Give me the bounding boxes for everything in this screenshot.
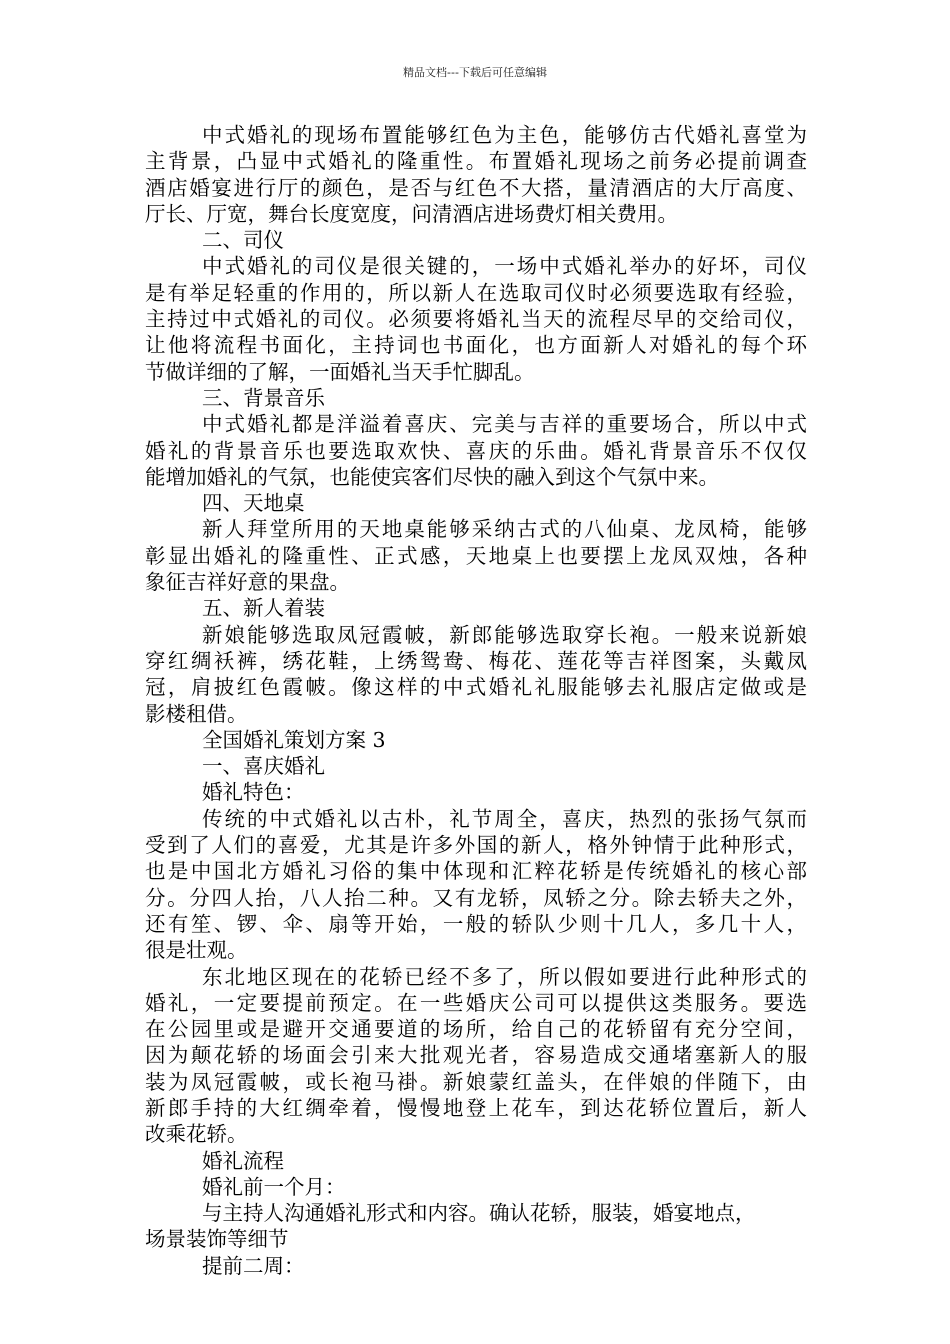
paragraph-line: 场景装饰等细节 [145,1227,289,1252]
paragraph-line: 在公园里或是避开交通要道的场所，给自己的花轿留有充分空间， [145,1017,807,1042]
paragraph-line: 厅长、厅宽，舞台长度宽度，问清酒店进场费灯相关费用。 [145,201,678,226]
sub-heading: 婚礼特色： [202,780,305,805]
paragraph-line: 因为颠花轿的场面会引来大批观光者，容易造成交通堵塞新人的服 [145,1043,807,1068]
paragraph-line: 也是中国北方婚礼习俗的集中体现和汇粹花轿是传统婚礼的核心部 [145,859,807,884]
document-body [145,122,807,1279]
section-heading: 五、新人着装 [202,596,325,621]
paragraph-line: 主背景，凸显中式婚礼的隆重性。布置婚礼现场之前务必提前调查 [145,149,807,174]
paragraph-line: 主持过中式婚礼的司仪。必须要将婚礼当天的流程尽早的交给司仪， [145,307,807,332]
document-title: 全国婚礼策划方案 3 [202,727,386,752]
sub-heading: 婚礼流程 [202,1148,284,1173]
paragraph-line: 新人拜堂所用的天地桌能够采纳古式的八仙桌、龙凤椅，能够 [202,517,807,542]
paragraph-line: 节做详细的了解，一面婚礼当天手忙脚乱。 [145,359,535,384]
paragraph-line: 装为凤冠霞帔，或长袍马褂。新娘蒙红盖头，在伴娘的伴随下，由 [145,1069,807,1094]
paragraph-line: 改乘花轿。 [145,1122,248,1147]
section-heading: 二、司仪 [202,228,284,253]
paragraph-line: 酒店婚宴进行厅的颜色，是否与红色不大搭，量清酒店的大厅高度、 [145,175,807,200]
paragraph-line: 传统的中式婚礼以古朴，礼节周全，喜庆，热烈的张扬气氛而 [202,806,807,831]
paragraph-line: 还有笙、锣、伞、扇等开始，一般的轿队少则十几人，多几十人， [145,911,807,936]
paragraph-line: 彰显出婚礼的隆重性、正式感，天地桌上也要摆上龙凤双烛，各种 [145,543,807,568]
paragraph-line: 很是壮观。 [145,938,248,963]
paragraph-line: 受到了人们的喜爱，尤其是许多外国的新人，格外钟情于此种形式， [145,833,807,858]
paragraph-line: 分。分四人抬，八人抬二种。又有龙轿，凤轿之分。除去轿夫之外， [145,885,807,910]
sub-heading: 婚礼前一个月： [202,1174,346,1199]
paragraph-line: 中式婚礼都是洋溢着喜庆、完美与吉祥的重要场合，所以中式 [202,412,807,437]
paragraph-line: 能增加婚礼的气氛，也能使宾客们尽快的融入到这个气氛中来。 [145,464,719,489]
paragraph-line: 婚礼，一定要提前预定。在一些婚庆公司可以提供这类服务。要选 [145,990,807,1015]
paragraph-line: 是有举足轻重的作用的，所以新人在选取司仪时必须要选取有经验， [145,280,807,305]
paragraph-line: 穿红绸袄裤，绣花鞋，上绣鸳鸯、梅花、莲花等吉祥图案，头戴凤 [145,648,807,673]
paragraph-line: 中式婚礼的现场布置能够红色为主色，能够仿古代婚礼喜堂为 [202,123,807,147]
paragraph-line: 婚礼的背景音乐也要选取欢快、喜庆的乐曲。婚礼背景音乐不仅仅 [145,438,807,463]
paragraph-line: 象征吉祥好意的果盘。 [145,570,350,595]
paragraph-line: 让他将流程书面化，主持词也书面化，也方面新人对婚礼的每个环 [145,333,807,358]
sub-heading: 提前二周： [202,1253,305,1278]
paragraph-line: 影楼租借。 [145,701,248,726]
paragraph-line: 东北地区现在的花轿已经不多了，所以假如要进行此种形式的 [202,964,807,989]
paragraph-line: 冠，肩披红色霞帔。像这样的中式婚礼礼服能够去礼服店定做或是 [145,675,807,700]
paragraph-line: 新郎手持的大红绸牵着，慢慢地登上花车，到达花轿位置后，新人 [145,1095,807,1120]
paragraph-line: 与主持人沟通婚礼形式和内容。确认花轿，服装，婚宴地点， [202,1201,756,1226]
section-heading: 一、喜庆婚礼 [202,754,325,779]
paragraph-line: 新娘能够选取凤冠霞帔，新郎能够选取穿长袍。一般来说新娘 [202,622,807,647]
section-heading: 四、天地桌 [202,491,305,516]
paragraph-line: 中式婚礼的司仪是很关键的，一场中式婚礼举办的好坏，司仪 [202,254,807,279]
section-heading: 三、背景音乐 [202,385,325,410]
page-header: 精品文档---下载后可任意编辑 [403,66,547,79]
